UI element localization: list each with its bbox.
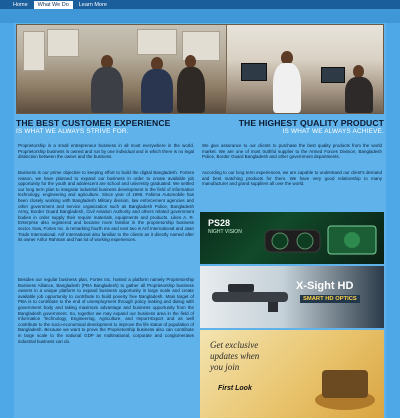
banner-brand: First Look [218, 385, 252, 392]
hero-photo-desk [227, 25, 384, 113]
paragraph-experience: According to our long term experiences, we are capable to understand our client's demand and best matching products for them. We have very good relationship to many manufacturer and grand suppliers all over the world. [202, 170, 382, 187]
person [177, 67, 205, 113]
banner-subtitle: NIGHT VISION [208, 229, 242, 235]
main-content [14, 23, 386, 418]
banner-night-vision[interactable] [200, 212, 384, 264]
main-nav [9, 1, 111, 9]
product-banners [200, 212, 384, 418]
rifle-scope-icon [208, 280, 292, 314]
banner-subtitle: SMART HD OPTICS [300, 295, 360, 303]
section-title-left: THE BEST CUSTOMER EXPERIENCE [16, 118, 171, 128]
section-title-right: THE HIGHEST QUALITY PRODUCT [238, 118, 384, 128]
section-subtitle-right: IS WHAT WE ALWAYS ACHIEVE. [282, 128, 384, 135]
nav-learn-more[interactable]: Learn More [78, 2, 107, 8]
shelf [23, 31, 45, 71]
banner-first-look[interactable] [200, 330, 384, 418]
banner-line: updates when [210, 351, 260, 361]
person [273, 63, 301, 113]
header-strip [0, 9, 400, 23]
shelf [47, 29, 79, 57]
person [141, 69, 173, 113]
computer-monitor [241, 63, 267, 81]
section-subtitles [16, 128, 384, 135]
banner-x-sight[interactable] [200, 266, 384, 328]
banner-line: Get exclusive [210, 340, 259, 350]
hero-photo-office [17, 25, 226, 113]
person [345, 77, 373, 113]
section-subtitle-left: IS WHAT WE ALWAYS STRIVE FOR. [16, 128, 129, 135]
section-titles [16, 118, 384, 128]
paragraph-pba: Besides our regular business plan, Fortes Inc. hosted a platform namely Proprietorship Business Alliance, Bangladesh (PBA Bangladesh) to gather all Proprietorship business owners in a unique platform to expand business opportunity in large scale and create available job opportunity to contribute to build poverty free Bangladesh. Main target of PBA is to contribute to the end of unemployment through policy making and dialog with government body and taking maximum advantage and business opportunity from the Bangladesh government. So, together we may expand our business area in the field of Information Technology, Engineering, Agriculture, and Import-Export and as well contribute to the socio-economical development to improve the life status of population of Bangladesh. Because we want to prove the Proprietorship business also can contribute in large scale to the national GDP as multinational, corporate and conglomerates industrial business can do. [18, 277, 194, 344]
person [91, 67, 123, 113]
product-image-icon [310, 360, 380, 416]
computer-monitor [321, 67, 345, 83]
night-vision-device-icon [260, 220, 380, 260]
paragraph-assurance: We give assurance to our clients to purchase the best quality products from the world market. We are one of most truthful supplier to the Armed Forces Division, Bangladesh Police, Border Guard Bangladesh and other government departments. [202, 143, 382, 160]
hero-photo-banner [16, 24, 384, 114]
shelf [137, 29, 177, 55]
banner-logo: PS28 [208, 218, 231, 228]
paragraph-intro: Proprietorship is a small entrepreneur business in all most everywhere in the world. Proprietorship business is owned and run by one individual and in which there is no legal distinction between the owner and the business. [18, 143, 194, 160]
banner-line: you join [210, 362, 240, 372]
paragraph-business: Business is our prime objective to keeping effort to build the digital Bangladesh. Fortera reason, we have planned to expand our business in order to create available job opportunity for the youth and adolescent are school and university graduated. We settled our long term plan to integrate industrial business development in the field of information technology, engineering and agriculture. Since year of 1998, Fahima Automobile has been closely working with Bangladesh Military division, law enforcement agencies and other government and service organization such as Bangladesh Police, Bangladesh Army, Border Guard Bangladesh, Civil Aviation Authority and others related government bodies in order supply their require materials, equipments and products. Likes A. R. Enterprise also registered and became more familiar in the proprietorship business sector. Now, Fortes Inc. is remarking fourth me and next two is Arif International and Jaan Trade International. Arif International also familiar to the clients as it directly named after its owner Arifur Rahman and has lot of working experiences. [18, 170, 194, 243]
banner-title: X-Sight HD [296, 280, 354, 292]
nav-what-we-do[interactable]: What We Do [34, 1, 73, 9]
nav-home[interactable]: Home [13, 2, 28, 8]
